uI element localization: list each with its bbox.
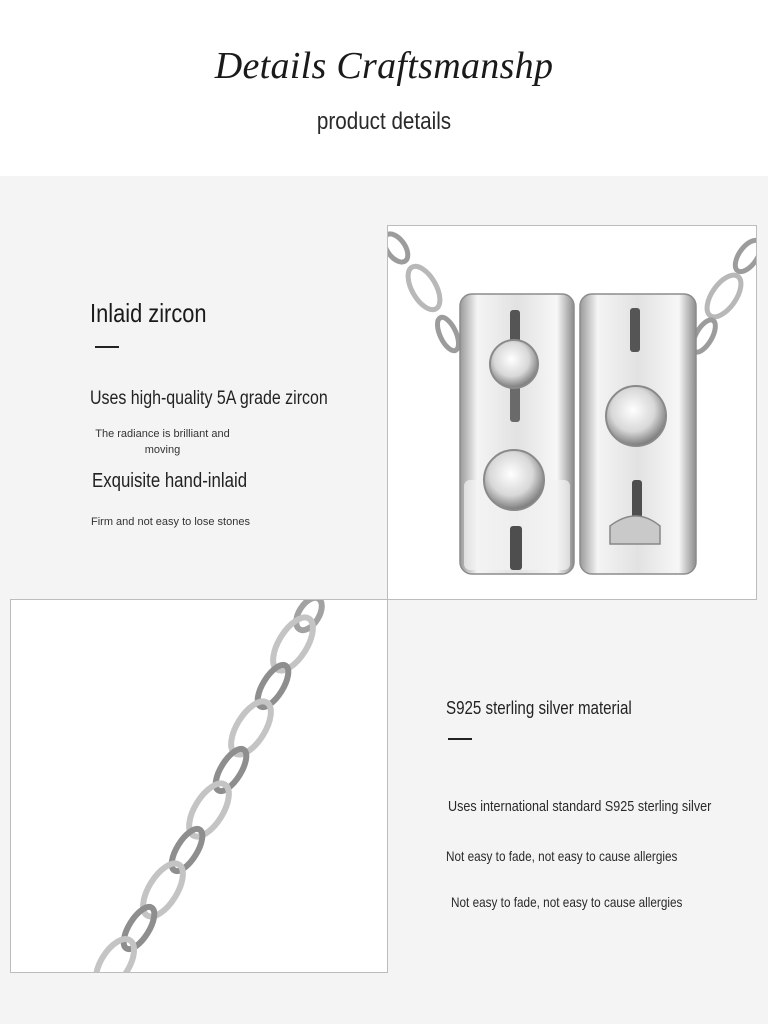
zircon-feature-2: Exquisite hand-inlaid [92,470,248,492]
header [0,0,768,176]
page-subtitle: product details [316,108,452,135]
zircon-desc-1-line-1: The radiance is brilliant and [95,428,230,440]
silver-line-2: Not easy to fade, not easy to cause allergies [446,848,678,864]
pendant-image [387,225,757,600]
silver-line-3: Not easy to fade, not easy to cause allergies [451,894,683,910]
page-title: Details Craftsmanshp [214,45,554,87]
chain-illustration [11,600,387,972]
zircon-feature-1: Uses high-quality 5A grade zircon [90,388,328,409]
chain-image [10,599,388,973]
zircon-divider [95,346,119,348]
silver-line-1: Uses international standard S925 sterling silver [448,798,712,815]
silver-heading: S925 sterling silver material [446,698,632,718]
silver-divider [448,738,472,740]
zircon-heading: Inlaid zircon [90,298,207,328]
zircon-desc-2: Firm and not easy to lose stones [91,516,250,528]
pendant-illustration [388,226,756,599]
zircon-desc-1-line-2: moving [144,444,181,456]
